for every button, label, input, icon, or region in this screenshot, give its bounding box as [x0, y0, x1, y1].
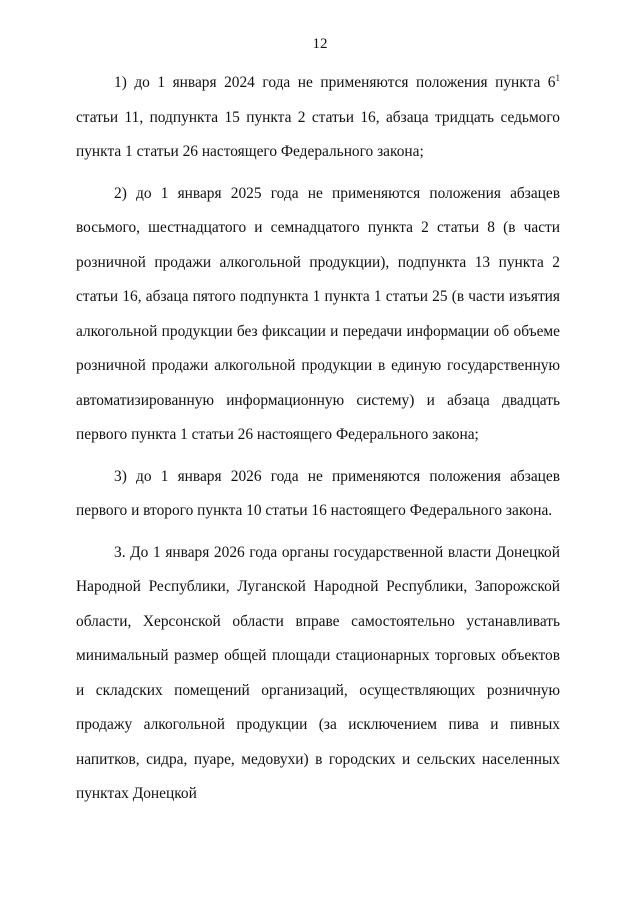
paragraph-item-2: 2) до 1 января 2025 года не применяются положения абзацев восьмого, шестнадцатого и семнадцатого пункта 2 статьи 8 (в части розничной продажи алкогольной продукции), подпункта 13 пункта 2 статьи 16, абзаца пятого подпункта 1 пункта 1 статьи 25 (в части изъятия алкогольной продукции без фиксации и передачи информации об объеме розничной продажи алкогольной продукции в единую государственную автоматизированную информационную систему) и абзаца двадцать первого пункта 1 статьи 26 настоящего Федерального закона; — [76, 184, 560, 443]
paragraph-section-3: 3. До 1 января 2026 года органы государственной власти Донецкой Народной Республики, Луганской Народной Республики, Запорожской области, Херсонской области вправе самостоятельно устанавливать минимальный размер общей площади стационарных торговых объектов и складских помещений организаций, осуществляющих розничную продажу алкогольной продукции (за исключением пива и пивных напитков, сидра, пуаре, медовухи) в городских и сельских населенных пунктах Донецкой — [76, 543, 560, 802]
paragraph-text: 1) до 1 января 2024 года не применяются положения пункта 6 — [114, 74, 556, 91]
paragraph-item-1 — [76, 66, 560, 170]
superscript-index: 1 — [555, 73, 560, 83]
document-body — [76, 66, 560, 819]
paragraph-item-3: 3) до 1 января 2026 года не применяются положения абзацев первого и второго пункта 10 статьи 16 настоящего Федерального закона. — [76, 467, 560, 519]
paragraph-text: статьи 11, подпункта 15 пункта 2 статьи 16, абзаца тридцать седьмого пункта 1 статьи 26 настоящего Федерального закона; — [76, 108, 560, 160]
page-number: 12 — [312, 36, 328, 52]
